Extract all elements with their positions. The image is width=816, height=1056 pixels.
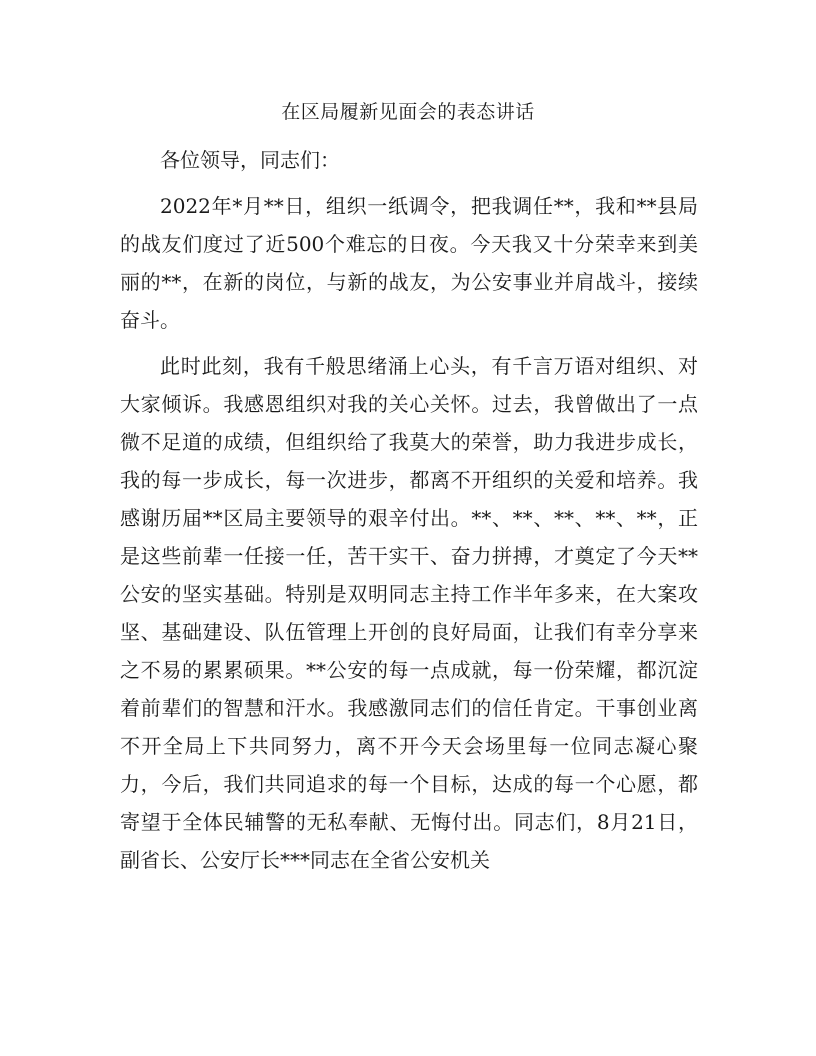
- document-body: [120, 141, 698, 879]
- greeting-line: 各位领导，同志们：: [160, 148, 340, 172]
- paragraph-1: 2022年*月**日，组织一纸调令，把我调任**，我和**县局的战友们度过了近500个难忘的日夜。今天我又十分荣幸来到美丽的**，在新的岗位，与新的战友，为公安事业并肩战斗，接续奋斗。: [120, 194, 698, 332]
- paragraph-2: 此时此刻，我有千般思绪涌上心头，有千言万语对组织、对大家倾诉。我感恩组织对我的关心关怀。过去，我曾做出了一点微不足道的成绩，但组织给了我莫大的荣誉，助力我进步成长，我的每一步成长，每一次进步，都离不开组织的关爱和培养。我感谢历届**区局主要领导的艰辛付出。**、**、**、**、**，正是这些前辈一任接一任，苦干实干、奋力拼搏，才奠定了今天**公安的坚实基础。特别是双明同志主持工作半年多来，在大案攻坚、基础建设、队伍管理上开创的良好局面，让我们有幸分享来之不易的累累硕果。**公安的每一点成就，每一份荣耀，都沉淀着前辈们的智慧和汗水。我感激同志们的信任肯定。干事创业离不开全局上下共同努力，离不开今天会场里每一位同志凝心聚力，今后，我们共同追求的每一个目标，达成的每一个心愿，都寄望于全体民辅警的无私奉献、无悔付出。同志们，8月21日，副省长、公安厅长***同志在全省公安机关: [120, 354, 698, 872]
- document-title: 在区局履新见面会的表态讲话: [281, 101, 535, 123]
